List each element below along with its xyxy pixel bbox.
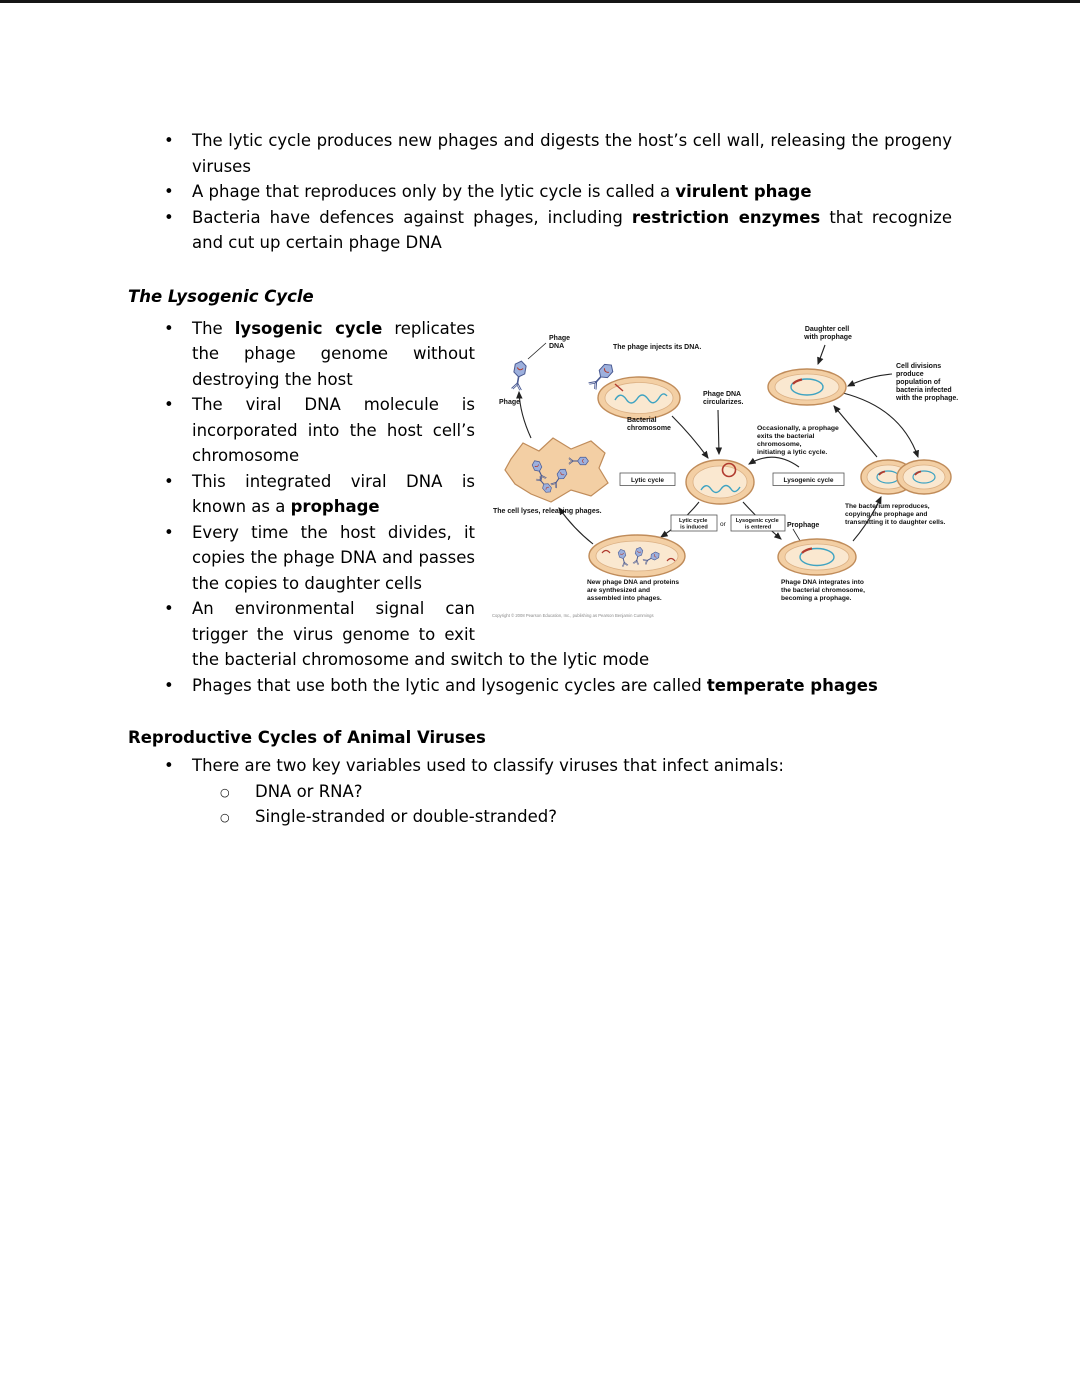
bullet-bold-text: lysogenic cycle (234, 318, 383, 338)
label-prophage: Prophage (787, 521, 820, 529)
svg-text:Lysogenic cycle is: Lysogenic cycle is entered (735, 517, 779, 530)
bullet-text: The lytic cycle produces new phages and digests the host’s cell wall, releasing the progeny viruses (192, 131, 952, 176)
bullet-text: The viral DNA molecule is incorporated into the host cell’s chromosome (192, 395, 475, 465)
bullet-item (128, 205, 952, 256)
bullet-item (128, 596, 952, 673)
label-occasionally: Occasionally, a prophage exits the bacterial chromosome, initiating a lytic cycle. (757, 424, 839, 456)
bullet-text: The (192, 318, 235, 338)
bullet-bold-text: restriction enzymes (631, 207, 821, 227)
bullet-item (128, 673, 952, 699)
label-cell-lyses: The cell lyses, releasing phages. (493, 507, 602, 515)
section-heading-lysogenic-cycle: The Lysogenic Cycle (128, 286, 314, 306)
bullet-text: Phages that use both the lytic and lysogenic cycles are called (192, 675, 707, 695)
sub-bullet-item: ○ DNA or RNA? (192, 779, 952, 805)
label-new-phage: New phage DNA and proteins are synthesized and assembled into phages. (587, 578, 680, 602)
label-phage-dna: Phage DNA (549, 334, 571, 350)
top-bullet-list (128, 128, 952, 256)
label-injects: The phage injects its DNA. (613, 343, 702, 351)
label-bacterial-chromosome: Bacterial chromosome (627, 416, 671, 432)
bullet-text: Bacteria have defences against phages, including (192, 207, 632, 227)
svg-text:Lytic cycle is ind: Lytic cycle is induced (679, 517, 708, 530)
section-heading-animal-viruses: Reproductive Cycles of Animal Viruses (128, 728, 486, 747)
svg-text:Lysogenic cycle: Lysogenic cycle (783, 476, 834, 484)
bullet-text: that recognize and cut up certain phage DNA (192, 207, 952, 252)
bullet-text: An environmental signal can trigger the virus genome to exit the bacterial chromosome and switch to the lytic mode (192, 599, 650, 669)
svg-text:Lytic cycle: Lytic cycle (630, 476, 665, 484)
sub-bullet-item: ○ Single-stranded or double-stranded? (192, 804, 952, 830)
label-integrates: Phage DNA integrates into the bacterial chromosome, becoming a prophage. (781, 578, 865, 602)
bullet-item (128, 469, 952, 520)
animal-sub-bullet-list (192, 779, 952, 830)
lysogenic-section (128, 316, 959, 699)
label-circularizes: Phage DNA circularizes. (703, 390, 744, 406)
bullet-bold-text: prophage (290, 497, 380, 516)
bullet-item (128, 179, 952, 205)
bullet-text: There are two key variables used to classify viruses that infect animals: (192, 756, 784, 775)
label-daughter-cell: Daughter cell with prophage (804, 325, 852, 341)
animal-bullet-list (128, 753, 952, 830)
bullet-text: A phage that reproduces only by the lytic cycle is called a (192, 182, 676, 201)
bullet-item (128, 753, 952, 830)
bullet-text: Every time the host divides, it copies the phage DNA and passes the copies to daughter cells (192, 522, 475, 593)
bullet-bold-text: temperate phages (706, 675, 878, 695)
lysogenic-bullet-list (128, 316, 952, 699)
label-phage: Phage (499, 398, 521, 406)
bullet-item (128, 392, 952, 469)
bullet-text: replicates the phage genome without destroying the host (192, 318, 475, 389)
bullet-text: This integrated viral DNA is known as a (192, 471, 475, 516)
bullet-item (128, 128, 952, 179)
label-cell-divisions: Cell divisions produce population of bacteria infected with the prophage. (896, 362, 959, 402)
bullet-item (128, 316, 952, 393)
label-or: or (720, 520, 726, 528)
label-copyright: Copyright © 2008 Pearson Education, Inc., publishing as Pearson Benjamin Cummings (492, 612, 654, 618)
document-page (0, 3, 1080, 830)
bullet-item (128, 517, 952, 597)
bullet-bold-text: virulent phage (675, 182, 812, 201)
label-bacterium-reproduces: The bacterium reproduces, copying the prophage and transmitting it to daughter cells. (845, 502, 946, 526)
